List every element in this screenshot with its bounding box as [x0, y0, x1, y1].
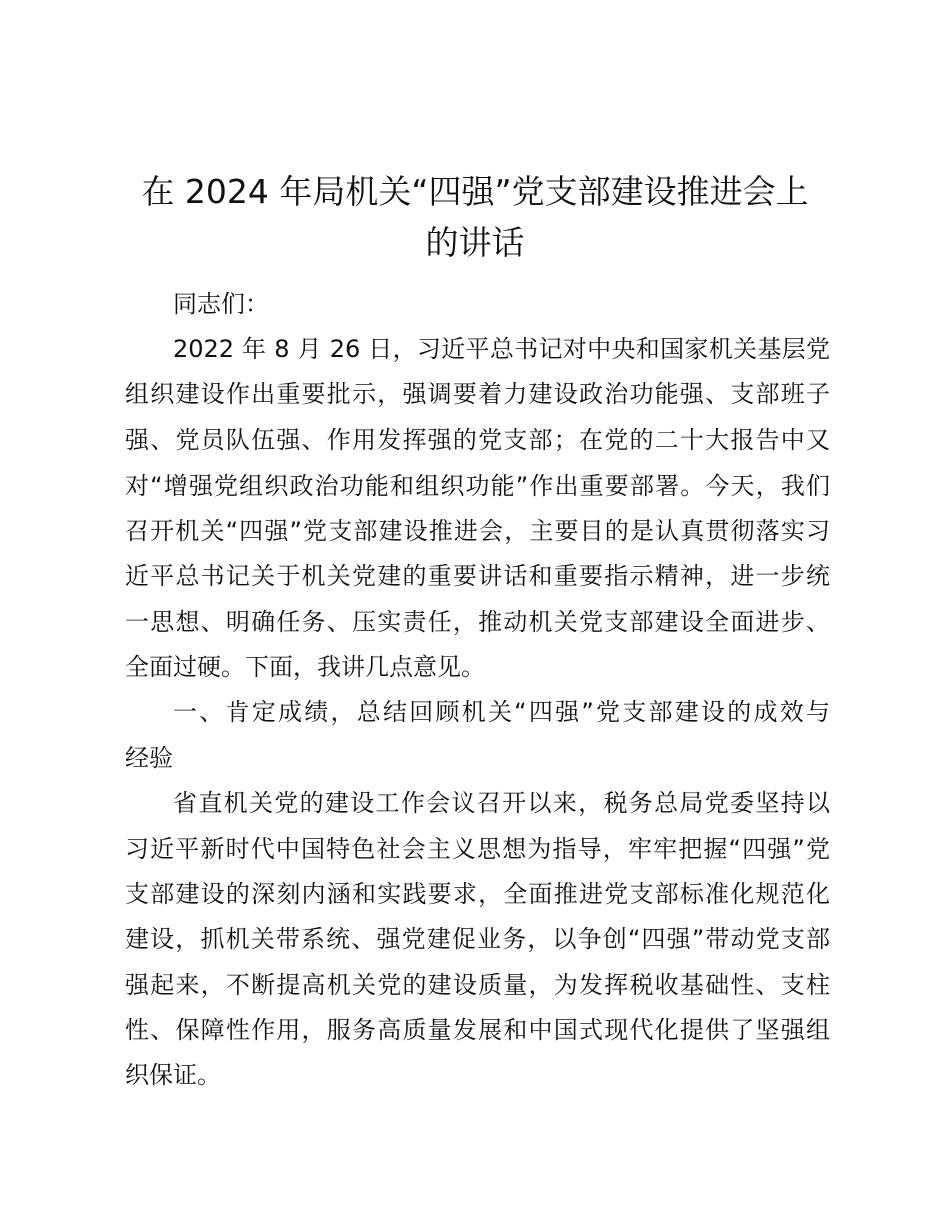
paragraph-1-line: 全面过硬。下面，我讲几点意见。	[125, 653, 485, 681]
paragraph-1-line: 召开机关“四强”党支部建设推进会，主要目的是认真贯彻落实习	[125, 517, 830, 545]
paragraph-1-line: 对“增强党组织政治功能和组织功能”作出重要部署。今天，我们	[125, 472, 830, 500]
paragraph-2-line: 建设，抓机关带系统、强党建促业务，以争创“四强”带动党支部	[125, 925, 830, 953]
title-line: 在 2024 年局机关“四强”党支部建设推进会上	[141, 172, 809, 211]
paragraph-1-line: 组织建设作出重要批示，强调要着力建设政治功能强、支部班子	[125, 380, 830, 408]
title-line: 的讲话	[425, 223, 525, 262]
paragraph-1-line: 强、党员队伍强、作用发挥强的党支部；在党的二十大报告中又	[125, 426, 830, 454]
paragraph-2-line: 性、保障性作用，服务高质量发展和中国式现代化提供了坚强组	[125, 1016, 830, 1044]
paragraph-1-line: 2022 年 8 月 26 日，习近平总书记对中央和国家机关基层党	[173, 335, 830, 363]
paragraph-1-line: 一思想、明确任务、压实责任，推动机关党支部建设全面进步、	[125, 608, 830, 636]
paragraph-2-line: 织保证。	[125, 1061, 221, 1089]
paragraph-2-line: 强起来，不断提高机关党的建设质量，为发挥税收基础性、支柱	[125, 971, 830, 999]
section-heading-1: 经验	[125, 744, 173, 772]
salutation: 同志们：	[173, 290, 269, 318]
paragraph-1-line: 近平总书记关于机关党建的重要讲话和重要指示精神，进一步统	[125, 562, 830, 590]
paragraph-2-line: 支部建设的深刻内涵和实践要求，全面推进党支部标准化规范化	[125, 880, 830, 908]
paragraph-2-line: 省直机关党的建设工作会议召开以来，税务总局党委坚持以	[173, 789, 830, 817]
paragraph-2-line: 习近平新时代中国特色社会主义思想为指导，牢牢把握“四强”党	[125, 835, 830, 863]
document-title	[120, 166, 830, 268]
section-heading-1: 一、肯定成绩，总结回顾机关“四强”党支部建设的成效与	[173, 698, 830, 726]
